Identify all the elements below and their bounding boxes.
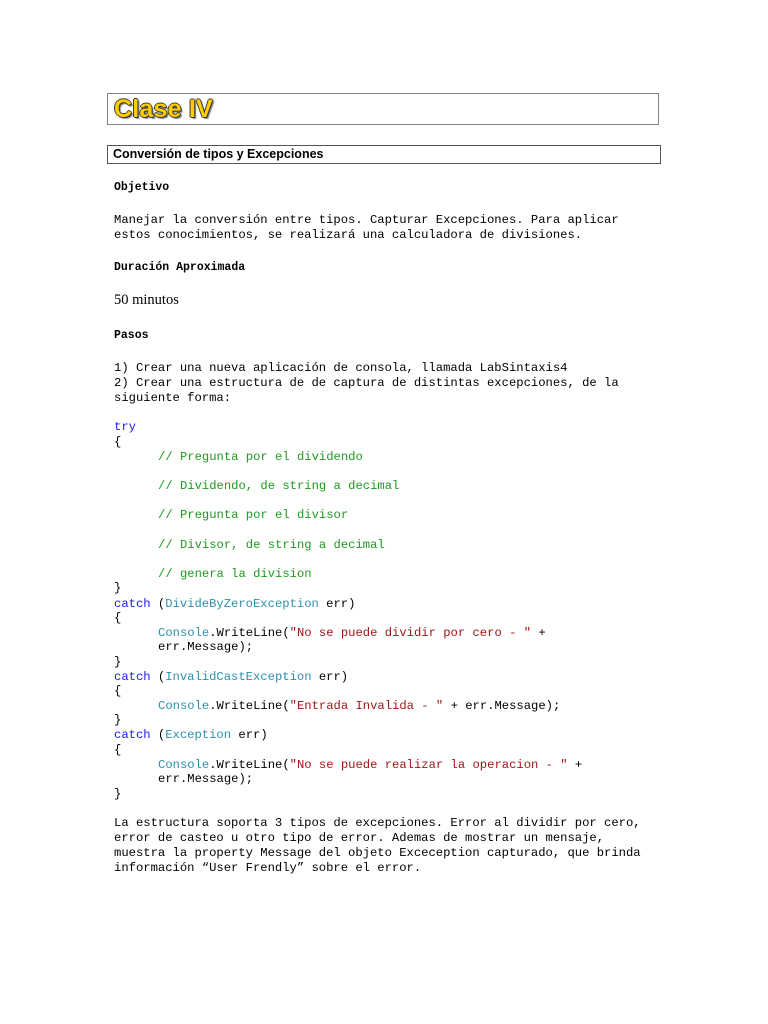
catch-keyword: catch xyxy=(114,597,151,611)
exception-type: InvalidCastException xyxy=(165,670,312,684)
catch-keyword: catch xyxy=(114,670,151,684)
exception-type: DivideByZeroException xyxy=(165,597,319,611)
concat-message: + err.Message); xyxy=(443,699,561,713)
closing-line-4: información “User Frendly” sobre el error. xyxy=(114,861,422,875)
code-comment-3: // Pregunta por el divisor xyxy=(158,508,349,522)
err-param: err) xyxy=(318,597,356,611)
code-writeline-2 xyxy=(158,699,560,714)
code-open-brace-1: { xyxy=(114,435,122,449)
title-box xyxy=(107,93,659,125)
concat-op: + xyxy=(531,626,546,640)
code-comment-2: // Dividendo, de string a decimal xyxy=(158,479,400,493)
console-class: Console xyxy=(158,626,210,640)
console-class: Console xyxy=(158,699,210,713)
writeline-call: .WriteLine( xyxy=(209,699,290,713)
paren: ( xyxy=(157,597,166,611)
writeline-call: .WriteLine( xyxy=(209,626,290,640)
code-message-1: err.Message); xyxy=(158,640,254,654)
code-catch-2 xyxy=(114,670,348,685)
objetivo-text-line-1: Manejar la conversión entre tipos. Capturar Excepciones. Para aplicar xyxy=(114,213,619,227)
page-title: Clase IV xyxy=(114,95,213,123)
try-keyword: try xyxy=(114,420,136,434)
code-writeline-1 xyxy=(158,626,546,641)
code-comment-5: // genera la division xyxy=(158,567,312,581)
code-open-brace-3: { xyxy=(114,684,122,698)
code-catch-3 xyxy=(114,728,268,743)
duracion-heading: Duración Aproximada xyxy=(114,261,246,274)
console-class: Console xyxy=(158,758,210,772)
code-close-brace-3: } xyxy=(114,713,122,727)
objetivo-text-line-2: estos conocimientos, se realizará una calculadora de divisiones. xyxy=(114,228,583,242)
code-close-brace-2: } xyxy=(114,655,122,669)
paso-1: 1) Crear una nueva aplicación de consola, llamada LabSintaxis4 xyxy=(114,361,568,375)
code-close-brace-4: } xyxy=(114,787,122,801)
code-open-brace-4: { xyxy=(114,743,122,757)
closing-line-3: muestra la property Message del objeto Exceception capturado, que brinda xyxy=(114,846,641,860)
code-comment-1: // Pregunta por el dividendo xyxy=(158,450,363,464)
paren: ( xyxy=(157,670,166,684)
err-param: err) xyxy=(231,728,268,742)
code-close-brace-1: } xyxy=(114,581,122,595)
code-message-3: err.Message); xyxy=(158,772,254,786)
duracion-value: 50 minutos xyxy=(114,292,179,308)
paren: ( xyxy=(157,728,166,742)
paso-2-line-2: siguiente forma: xyxy=(114,391,232,405)
concat-op: + xyxy=(567,758,583,772)
exception-type: Exception xyxy=(165,728,232,742)
catch-keyword: catch xyxy=(114,728,151,742)
writeline-call: .WriteLine( xyxy=(209,758,290,772)
code-catch-1 xyxy=(114,597,355,612)
paso-2-line-1: 2) Crear una estructura de de captura de distintas excepciones, de la xyxy=(114,376,619,390)
subtitle-box xyxy=(107,145,661,164)
code-writeline-3 xyxy=(158,758,582,773)
code-comment-4: // Divisor, de string a decimal xyxy=(158,538,385,552)
page-subtitle: Conversión de tipos y Excepciones xyxy=(113,147,324,161)
closing-line-2: error de casteo u otro tipo de error. Ademas de mostrar un mensaje, xyxy=(114,831,605,845)
pasos-heading: Pasos xyxy=(114,329,149,342)
objetivo-heading: Objetivo xyxy=(114,181,170,194)
string-literal: "No se puede realizar la operacion - " xyxy=(289,758,568,772)
code-open-brace-2: { xyxy=(114,611,122,625)
code-try xyxy=(114,420,136,435)
err-param: err) xyxy=(311,670,349,684)
string-literal: "Entrada Invalida - " xyxy=(289,699,444,713)
closing-line-1: La estructura soporta 3 tipos de excepciones. Error al dividir por cero, xyxy=(114,816,641,830)
string-literal: "No se puede dividir por cero - " xyxy=(289,626,532,640)
